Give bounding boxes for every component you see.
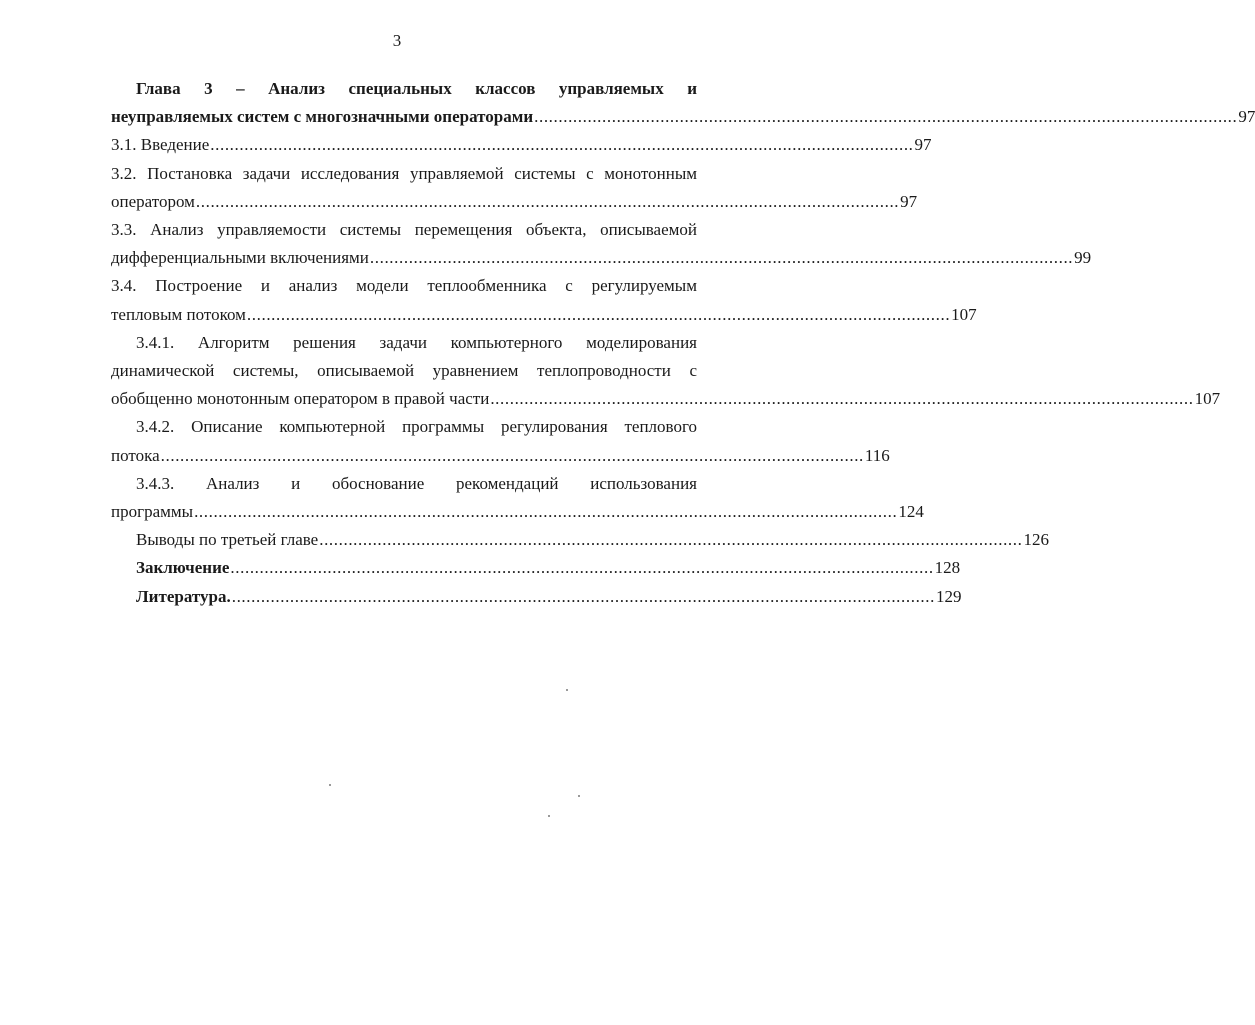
toc-literature[interactable]: [111, 583, 962, 611]
toc-subsection-3-4-3[interactable]: [111, 470, 924, 526]
leader-dots: .................................................................................................................................................: [231, 586, 935, 606]
toc-conclusion-line: [136, 554, 961, 582]
toc-section-3-4-title-line1: 3.4. Построение и анализ модели теплообменника с регулируемым: [111, 276, 697, 296]
leader-dots: .................................................................................................................................................: [246, 304, 951, 324]
leader-dots: .................................................................................................................................................: [230, 558, 934, 578]
toc-subsection-3-4-1[interactable]: [111, 329, 1221, 414]
scan-speck: [566, 689, 568, 691]
scan-speck: [578, 795, 580, 797]
toc-subsection-3-4-2-line2: [111, 442, 890, 470]
leader-dots: .................................................................................................................................................: [210, 135, 914, 155]
toc-subsection-3-4-1-title-line2: динамической системы, описываемой уравнением теплопроводности с: [111, 361, 697, 381]
toc-chapter-3-conclusions-page: 126: [1023, 530, 1049, 550]
toc-section-3-3-title-line2: дифференциальными включениями: [111, 248, 369, 268]
toc-chapter-3-title-line2: неуправляемых систем с многозначными операторами: [111, 107, 534, 127]
toc-subsection-3-4-2-title-line2: потока: [111, 445, 160, 465]
toc-section-3-3[interactable]: [111, 216, 1092, 272]
toc-subsection-3-4-3-title-line1: 3.4.3. Анализ и обоснование рекомендаций использования: [136, 473, 697, 493]
toc-chapter-3[interactable]: [111, 75, 1255, 131]
toc-section-3-4-title-line2: тепловым потоком: [111, 304, 246, 324]
toc-subsection-3-4-1-title-line1: 3.4.1. Алгоритм решения задачи компьютерного моделирования: [136, 332, 697, 352]
toc-literature-page: 129: [935, 586, 962, 606]
toc-chapter-3-conclusions-line: [136, 526, 1049, 554]
scan-speck: [329, 784, 331, 786]
toc-subsection-3-4-2-title-line1: 3.4.2. Описание компьютерной программы регулирования теплового: [136, 417, 697, 437]
toc-section-3-1-title: 3.1. Введение: [111, 135, 210, 155]
leader-dots: .................................................................................................................................................: [490, 389, 1194, 409]
toc-section-3-4-page: 107: [951, 304, 977, 324]
toc-section-3-2-line2: [111, 188, 918, 216]
toc-chapter-3-title-line1: Глава 3 – Анализ специальных классов управляемых и: [136, 79, 697, 98]
toc-literature-title: Литература.: [136, 586, 231, 606]
toc-chapter-3-line2: [111, 103, 1255, 131]
toc-subsection-3-4-3-page: 124: [898, 502, 924, 522]
toc-section-3-2-page: 97: [900, 191, 918, 211]
toc-chapter-3-conclusions[interactable]: [111, 526, 1049, 554]
table-of-contents: [111, 75, 1255, 611]
toc-section-3-4[interactable]: [111, 272, 977, 328]
toc-subsection-3-4-3-title-line2: программы: [111, 502, 194, 522]
toc-section-3-1-line: [111, 131, 932, 159]
leader-dots: .................................................................................................................................................: [160, 445, 864, 465]
toc-section-3-1[interactable]: [111, 131, 932, 159]
toc-subsection-3-4-3-line2: [111, 498, 924, 526]
toc-section-3-3-page: 99: [1074, 248, 1092, 268]
leader-dots: .................................................................................................................................................: [194, 502, 898, 522]
toc-subsection-3-4-1-line3: [111, 385, 1221, 413]
leader-dots: .................................................................................................................................................: [369, 248, 1074, 268]
toc-literature-line: [136, 583, 962, 611]
toc-conclusion-title: Заключение: [136, 558, 230, 578]
toc-chapter-3-conclusions-title: Выводы по третьей главе: [136, 530, 319, 550]
toc-subsection-3-4-2-page: 116: [864, 445, 890, 465]
toc-section-3-2-title-line2: оператором: [111, 191, 195, 211]
leader-dots: .................................................................................................................................................: [534, 107, 1238, 127]
toc-subsection-3-4-1-title-line3: обобщенно монотонным оператором в правой части: [111, 389, 490, 409]
leader-dots: .................................................................................................................................................: [195, 191, 900, 211]
toc-subsection-3-4-2[interactable]: [111, 413, 890, 469]
page-number: 3: [392, 31, 402, 50]
toc-section-3-3-line2: [111, 244, 1092, 272]
toc-section-3-1-page: 97: [914, 135, 932, 155]
toc-conclusion[interactable]: [111, 554, 961, 582]
toc-section-3-4-line2: [111, 301, 977, 329]
toc-section-3-2-title-line1: 3.2. Постановка задачи исследования управляемой системы с монотонным: [111, 163, 697, 183]
leader-dots: .................................................................................................................................................: [319, 530, 1023, 550]
toc-chapter-3-page: 97: [1238, 107, 1255, 127]
toc-section-3-2[interactable]: [111, 160, 918, 216]
toc-subsection-3-4-1-page: 107: [1194, 389, 1221, 409]
scan-speck: [548, 815, 550, 817]
toc-section-3-3-title-line1: 3.3. Анализ управляемости системы перемещения объекта, описываемой: [111, 220, 697, 240]
toc-conclusion-page: 128: [934, 558, 961, 578]
